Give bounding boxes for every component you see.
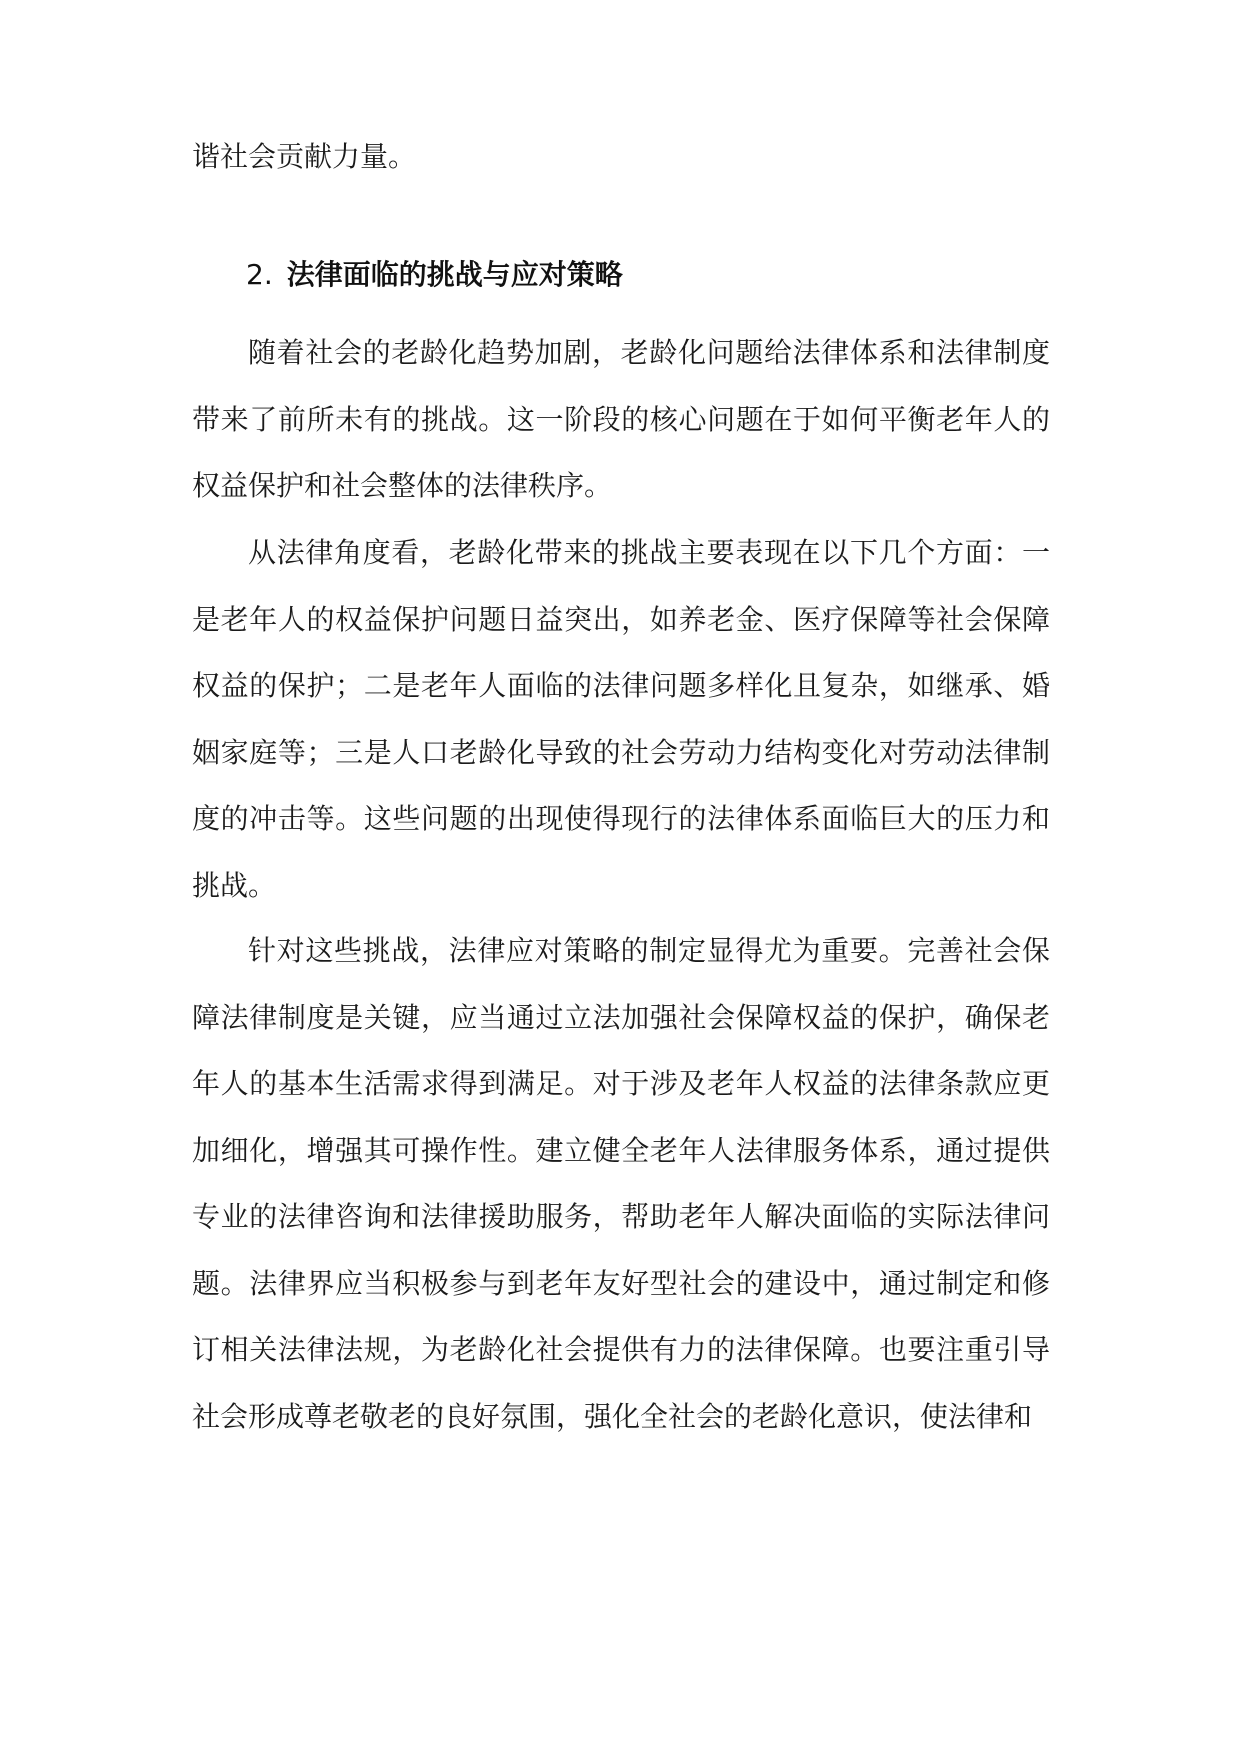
paragraph-3: 针对这些挑战，法律应对策略的制定显得尤为重要。完善社会保障法律制度是关键，应当通过立法加强社会保障权益的保护，确保老年人的基本生活需求得到满足。对于涉及老年人权益的法律条款应更加细化，增强其可操作性。建立健全老年人法律服务体系，通过提供专业的法律咨询和法律援助服务，帮助老年人解决面临的实际法律问题。法律界应当积极参与到老年友好型社会的建设中，通过制定和修订相关法律法规，为老龄化社会提供有力的法律保障。也要注重引导社会形成尊老敬老的良好氛围，强化全社会的老龄化意识，使法律和 bbox=[192, 934, 1050, 1433]
continuation-text: 谐社会贡献力量。 bbox=[192, 140, 417, 173]
section-heading bbox=[246, 255, 623, 295]
paragraph-1: 随着社会的老龄化趋势加剧，老龄化问题给法律体系和法律制度带来了前所未有的挑战。这一阶段的核心问题在于如何平衡老年人的权益保护和社会整体的法律秩序。 bbox=[192, 336, 1050, 502]
paragraph-2: 从法律角度看，老龄化带来的挑战主要表现在以下几个方面：一是老年人的权益保护问题日益突出，如养老金、医疗保障等社会保障权益的保护；二是老年人面临的法律问题多样化且复杂，如继承、婚姻家庭等；三是人口老龄化导致的社会劳动力结构变化对劳动法律制度的冲击等。这些问题的出现使得现行的法律体系面临巨大的压力和挑战。 bbox=[192, 536, 1050, 902]
section-title: 法律面临的挑战与应对策略 bbox=[286, 258, 623, 291]
section-number: 2. bbox=[246, 258, 273, 291]
